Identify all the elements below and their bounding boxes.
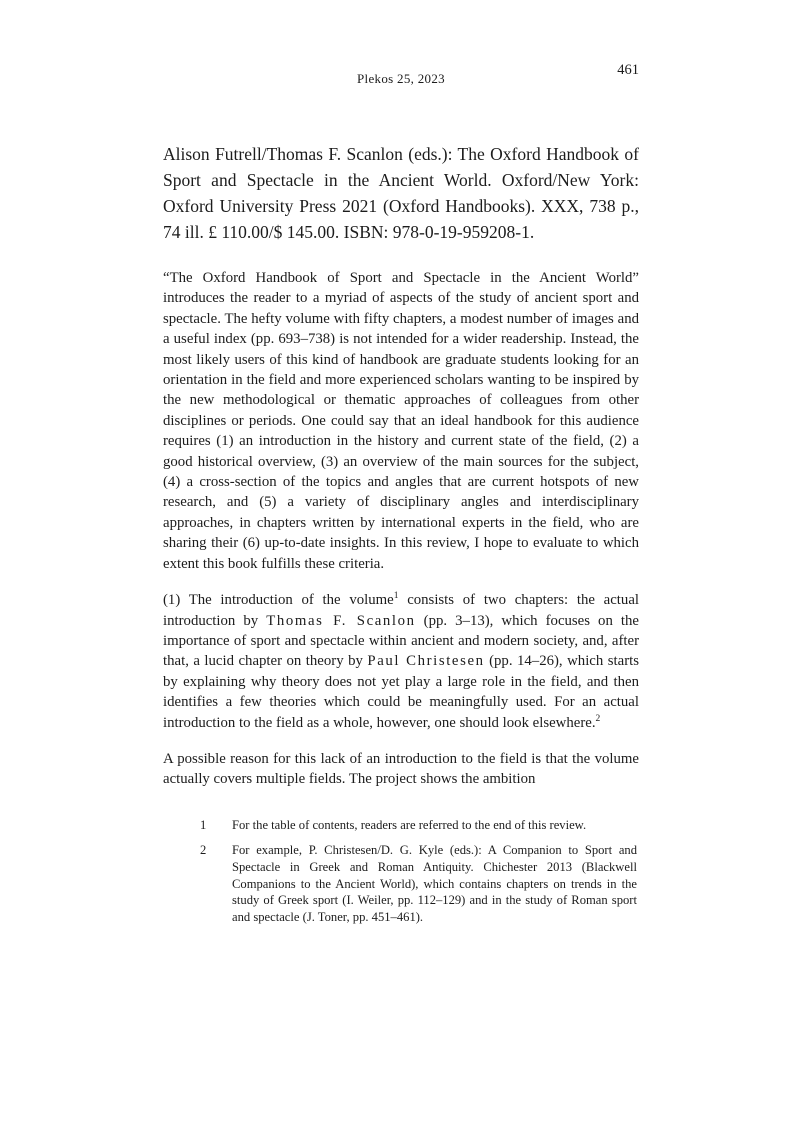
footnote-number: 2 [200, 843, 207, 858]
page-header [163, 62, 639, 87]
footnote-number: 1 [200, 817, 207, 832]
paragraph-text: consists of two chapters: the actual introduction by [163, 592, 639, 629]
body-paragraph-2 [163, 590, 639, 733]
footnote-marker-1: 1 [393, 591, 399, 602]
paragraph-text: (pp. 14–26), which starts by explaining why theory does not yet play a large role in the field, and then identifies a few theories which could be meaningfully used. For an actual introduction to the field as a whole, however, one should look elsewhere. [163, 653, 639, 731]
journal-header: Plekos 25, 2023 [357, 71, 445, 86]
page-number: 461 [617, 62, 639, 78]
body-paragraph-1: “The Oxford Handbook of Sport and Spectacle in the Ancient World” introduces the reader to a myriad of aspects of the study of ancient sport and spectacle. The hefty volume with fifty chapters, a modest number of images and a useful index (pp. 693–738) is not intended for a wider readership. Instead, the most likely users of this kind of handbook are graduate students looking for an orientation in the field and more experienced scholars wanting to be inspired by the new methodological or thematic approaches of colleagues from other disciplines or periods. One could say that an ideal handbook for this audience requires (1) an introduction in the history and current state of the field, (2) a good historical overview, (3) an overview of the main sources for the subject, (4) a cross-section of the topics and angles that are current hotspots of new research, and (5) a variety of disciplinary angles and interdisciplinary approaches, in chapters written by international experts in the field, who are sharing their (6) up-to-date insights. In this review, I hope to evaluate to which extent this book fulfills these criteria. [163, 270, 639, 572]
book-reference-heading: Alison Futrell/Thomas F. Scanlon (eds.): The Oxford Handbook of Sport and Spectacle in the Ancient World. Oxford/New York: Oxford University Press 2021 (Oxford Handbooks). XXX, 738 p., 74 ill. £ 110.00/$ 145.00. ISBN: 978-0-19-959208-1. [163, 144, 639, 242]
footnote-text: For the table of contents, readers are referred to the end of this review. [232, 817, 587, 832]
footnote-text: For example, P. Christesen/D. G. Kyle (eds.): A Companion to Sport and Spectacle in Greek and Roman Antiquity. Chichester 2013 (Blackwell Companions to the Ancient World), which contains chapters on trends in the study of Greek sport (I. Weiler, pp. 112–129) and in the study of Roman sport and spectacle (J. Toner, pp. 451–461). [232, 843, 637, 924]
paragraph-text: (1) The introduction of the volume [163, 592, 394, 609]
body-paragraph-3: A possible reason for this lack of an introduction to the field is that the volume actually covers multiple fields. The project shows the ambition [163, 750, 639, 788]
person-name-scanlon: Thomas F. Scanlon [266, 612, 416, 629]
paragraph-text: (pp. 3–13), which focuses on the importance of sport and spectacle within ancient and modern society, and, after that, a lucid chapter on theory by [163, 612, 639, 670]
footnote-1 [200, 817, 637, 834]
person-name-christesen: Paul Christesen [367, 653, 485, 670]
review-content [163, 141, 639, 934]
footnote-2 [200, 842, 637, 925]
footnotes-section [200, 817, 637, 926]
footnote-marker-2: 2 [595, 713, 601, 724]
